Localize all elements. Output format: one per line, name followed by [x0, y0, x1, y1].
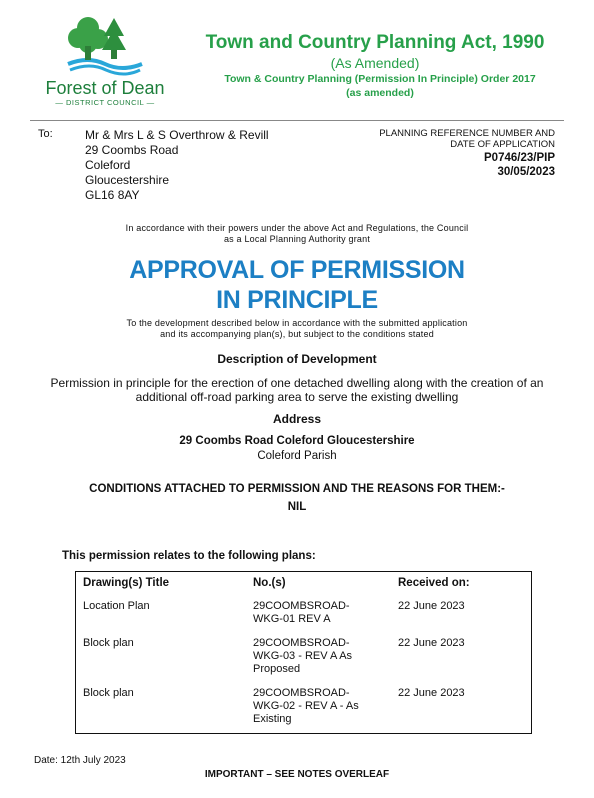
- conditions-title: CONDITIONS ATTACHED TO PERMISSION AND THE REASONS FOR THEM:-: [89, 483, 505, 495]
- subject-statement: To the development described below in accordance with the submitted application and its accompanying plan(s), but subject to the conditions stated: [126, 318, 468, 339]
- plans-title: This permission relates to the following plans:: [62, 550, 316, 562]
- row-title: Block plan: [83, 687, 134, 699]
- application-date: 30/05/2023: [497, 166, 555, 178]
- row-number: 29COOMBSROAD- WKG-01 REV A: [253, 600, 350, 625]
- order-title: Town & Country Planning (Permission In Principle) Order 2017 (as amended): [224, 73, 536, 99]
- description-text: Permission in principle for the erection of one detached dwelling along with the creation of an additional off-road parking area to serve the existing dwelling: [50, 376, 544, 404]
- decision-date: Date: 12th July 2023: [34, 755, 126, 766]
- reference-value: [330, 151, 555, 179]
- act-amended: (As Amended): [330, 55, 420, 71]
- plans-table: [75, 571, 532, 734]
- reference-label: PLANNING REFERENCE NUMBER AND DATE OF APPLICATION: [379, 128, 555, 150]
- logo-brand-text: Forest of Dean: [45, 78, 165, 98]
- row-title: Location Plan: [83, 600, 150, 612]
- site-address: 29 Coombs Road Coleford Gloucestershire: [179, 435, 415, 447]
- act-title: Town and Country Planning Act, 1990: [205, 32, 545, 53]
- table-header-number: No.(s): [253, 577, 286, 589]
- reference-number: P0746/23/PIP: [484, 152, 555, 164]
- row-number: 29COOMBSROAD- WKG-03 - REV A As Proposed: [253, 637, 353, 675]
- to-label: To:: [38, 128, 53, 140]
- important-notice: IMPORTANT – SEE NOTES OVERLEAF: [204, 769, 390, 780]
- council-logo: [40, 12, 170, 112]
- table-header-title: Drawing(s) Title: [83, 577, 170, 589]
- logo-subtitle: — DISTRICT COUNCIL —: [55, 98, 155, 107]
- row-received: 22 June 2023: [398, 637, 465, 649]
- description-title: Description of Development: [217, 352, 377, 366]
- recipient-address: Mr & Mrs L & S Overthrow & Revill 29 Coombs Road Coleford Gloucestershire GL16 8AY: [85, 128, 269, 202]
- grant-statement: In accordance with their powers under the above Act and Regulations, the Council as a Local Planning Authority grant: [125, 223, 469, 244]
- row-number: 29COOMBSROAD- WKG-02 - REV A - As Existing: [253, 687, 359, 725]
- header-divider: [30, 120, 564, 121]
- row-received: 22 June 2023: [398, 687, 465, 699]
- conditions-value: NIL: [287, 501, 307, 513]
- row-title: Block plan: [83, 637, 134, 649]
- tree-logo-icon: [40, 12, 170, 78]
- address-title: Address: [272, 412, 322, 426]
- site-parish: Coleford Parish: [257, 450, 337, 462]
- approval-heading: APPROVAL OF PERMISSION IN PRINCIPLE: [129, 256, 465, 314]
- table-header-received: Received on:: [398, 577, 470, 589]
- row-received: 22 June 2023: [398, 600, 465, 612]
